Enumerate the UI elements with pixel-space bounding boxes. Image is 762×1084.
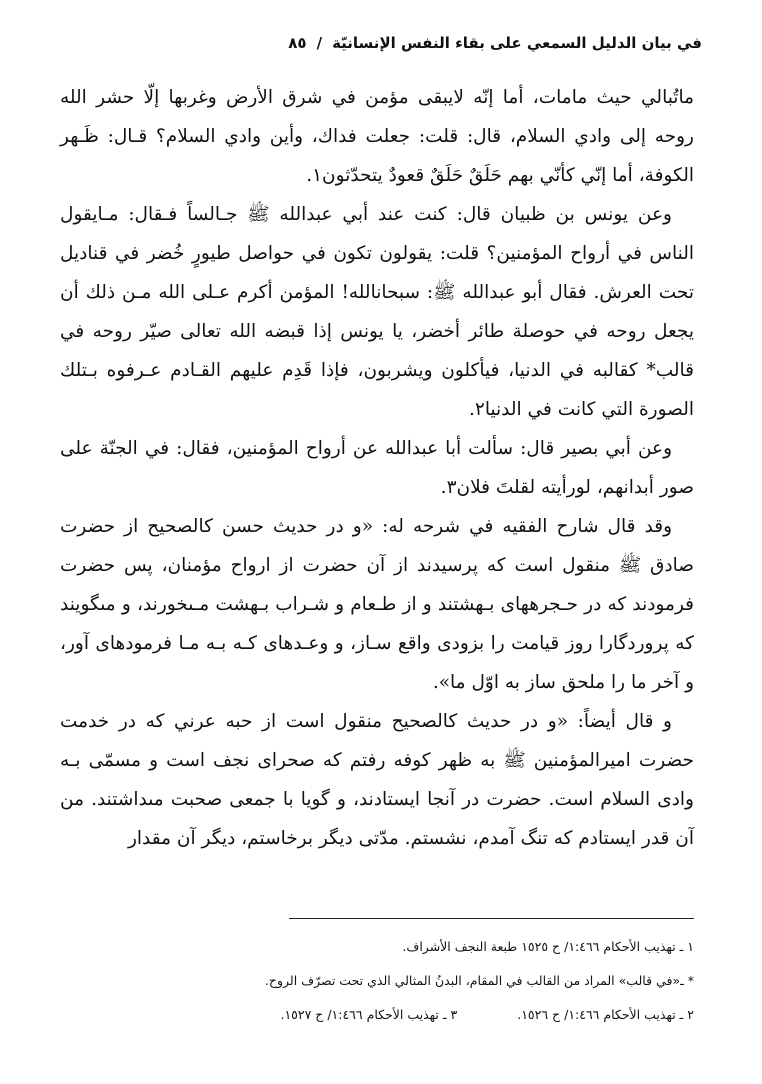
footnote-1: ١ ـ تهذيب الأحكام ١:٤٦٦/ ح ١٥٢٥ طبعة النجف الأشراف. [402, 939, 694, 954]
paragraph-5: و قال أيضاً: «و در حديث كالصحيح منقول است از حبه عرني كه در خدمت حضرت اميرالمؤمنين ﷺ به ظهر كوفه رفتم كه صحراى نجف است و مسمّى بـه وادى السلام است. حضرت در آنجا ايستادند، و گويا با جمعى صحبت مىداشتند. من آن قدر ايستادم كه تنگ آمدم، نشستم. مدّتى ديگر برخاستم، ديگر آن مقدار [60, 711, 694, 849]
page-number: ٨٥ [288, 34, 307, 52]
paragraph-4: وقد قال شارح الفقيه في شرحه له: «و در حديث حسن كالصحيح از حضرت صادق ﷺ منقول است كه پرسيدند از آن حضرت از ارواح مؤمنان، پس حضرت فرمودند كه در حـجرههاى بـهشتند و از طـعام و شـراب بـهشت مـىخورند، و مىگويند كه پروردگارا روز قيامت را بزودى واقع سـاز، و وعـدهاى كـه بـه مـا فرمودهاى آور، و آخر ما را ملحق ساز به اوّل ما». [60, 516, 694, 693]
body-text [60, 78, 694, 858]
footnote-divider [289, 918, 694, 919]
footnote-2: ٢ ـ تهذيب الأحكام ١:٤٦٦/ ح ١٥٢٦. [517, 1007, 694, 1022]
header-title: في بيان الدليل السمعي على بقاء النفس الإنسانيّة [332, 34, 702, 52]
paragraph-3: وعن أبي بصير قال: سألت أبا عبدالله عن أرواح المؤمنين، فقال: في الجنّة على صور أبدانهم، لورأيته لقلتَ فلان٣. [60, 438, 694, 498]
paragraph-1: ماتُبالي حيث مامات، أما إنّه لايبقى مؤمن في شرق الأرض وغربها إلّا حشر الله روحه إلى وادي السلام، قال: قلت: جعلت فداك، وأين وادي السلام؟ قـال: ظَـهر الكوفة، أما إنّي كأنّي بهم حَلَقٌ حَلَقٌ قعودٌ يتحدّثون١. [60, 87, 694, 186]
footnote-row [60, 998, 694, 1032]
footnote-3: ٣ ـ تهذيب الأحكام ١:٤٦٦/ ح ١٥٢٧. [280, 1007, 458, 1022]
paragraph-2: وعن يونس بن ظبيان قال: كنت عند أبي عبدالله ﷺ جـالساً فـقال: مـايقول الناس في أرواح المؤمنين؟ قلت: يقولون تكون في حواصل طيورٍ خُضر في قناديل تحت العرش. فقال أبو عبدالله ﷺ: سبحانالله! المؤمن أكرم عـلى الله مـن ذلك أن يجعل روحه في حوصلة طائر أخضر، يا يونس إذا قبضه الله تعالى صيّر روحه في قالب* كقالبه في الدنيا، فيأكلون ويشربون، فإذا قَدِم عليهم القـادم عـرفوه بـتلك الصورة التي كانت في الدنيا٢. [60, 204, 694, 420]
footnote-star: * ـ«في قالب» المراد من القالب في المقام، البدنُ المثالي الذي تحت تصرّف الروح. [264, 973, 694, 988]
header-separator: / [316, 34, 323, 52]
footnotes [60, 930, 694, 1032]
running-header [60, 28, 702, 58]
